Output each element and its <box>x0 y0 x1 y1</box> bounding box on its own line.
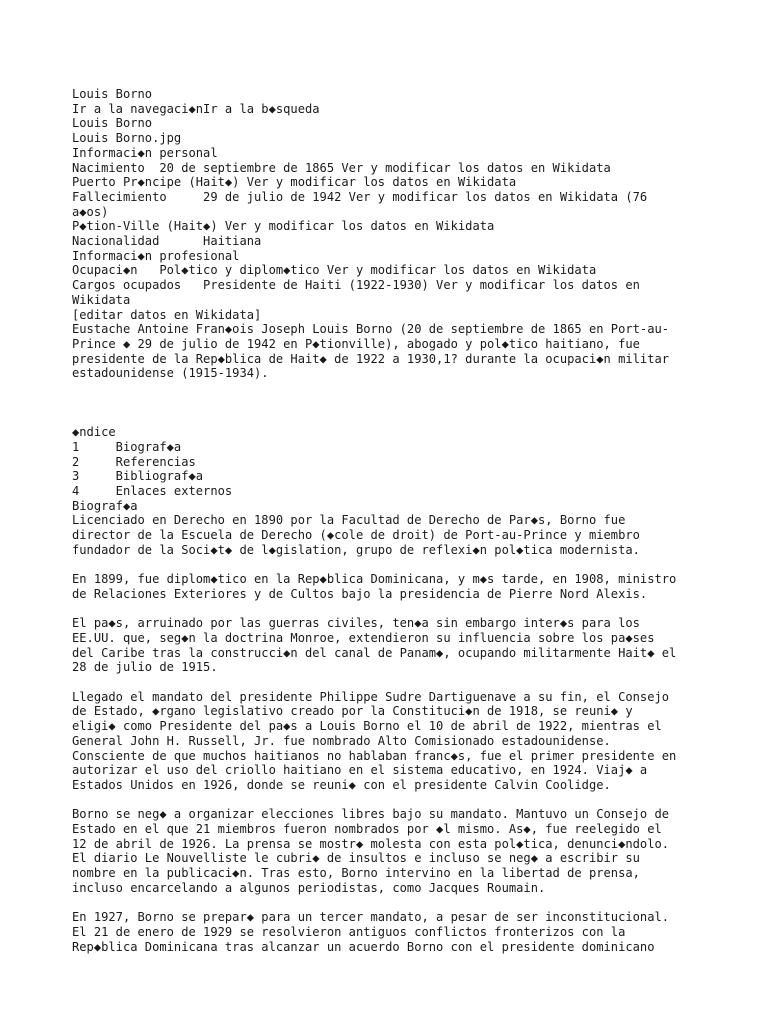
paragraph-line: del Caribe tras la construcci◆n del canal de Panam◆, ocupando militarmente Hait◆ el <box>72 645 677 660</box>
paragraph-line: El pa◆s, arruinado por las guerras civiles, ten◆a sin embargo inter◆s para los <box>72 616 640 631</box>
paragraph-line: Rep◆blica Dominicana tras alcanzar un acuerdo Borno con el presidente dominicano <box>72 939 655 954</box>
intro-line-4: estadounidense (1915-1934). <box>72 366 269 381</box>
table-of-contents <box>72 425 748 499</box>
infobox-death-age: a◆os) <box>72 204 109 219</box>
infobox-image-name: Louis Borno.jpg <box>72 131 182 146</box>
paragraph <box>72 513 748 557</box>
toc-item: 3 Bibliograf◆a <box>72 469 204 484</box>
paragraph-line: de Relaciones Exteriores y de Cultos bajo la presidencia de Pierre Nord Alexis. <box>72 586 648 601</box>
paragraph <box>72 690 748 793</box>
paragraph-line: Licenciado en Derecho en 1890 por la Facultad de Derecho de Par◆s, Borno fue <box>72 513 626 528</box>
section-heading: Biograf◆a <box>72 498 138 513</box>
paragraph-line: incluso encarcelando a algunos periodistas, como Jacques Roumain. <box>72 880 546 895</box>
paragraph-line: En 1927, Borno se prepar◆ para un tercer mandato, a pesar de ser inconstitucional. <box>72 910 670 925</box>
paragraph-line: General John H. Russell, Jr. fue nombrado Alto Comisionado estadounidense. <box>72 733 611 748</box>
article-title: Louis Borno <box>72 87 153 101</box>
paragraph-line: de Estado, ◆rgano legislativo creado por la Constituci◆n de 1918, se reuni◆ y <box>72 704 633 719</box>
intro-line-3: presidente de la Rep◆blica de Hait◆ de 1922 a 1930,1? durante la ocupaci◆n militar <box>72 351 670 366</box>
toc-item: 1 Biograf◆a <box>72 439 182 454</box>
infobox-heading-personal: Informaci◆n personal <box>72 145 218 160</box>
infobox-nationality: Nacionalidad Haitiana <box>72 234 262 249</box>
intro-line-2: Prince ◆ 29 de julio de 1942 en P◆tionville), abogado y pol◆tico haitiano, fue <box>72 336 640 351</box>
paragraph-line: Estado en el que 21 miembros fueron nombrados por ◆l mismo. As◆, fue reelegido el <box>72 822 662 837</box>
paragraph-line: fundador de la Soci◆t◆ de l◆gislation, grupo de reflexi◆n pol◆tica modernista. <box>72 542 640 557</box>
infobox-section <box>72 87 748 381</box>
toc-item: 4 Enlaces externos <box>72 483 233 498</box>
intro-line-1: Eustache Antoine Fran◆ois Joseph Louis Borno (20 de septiembre de 1865 en Port-au- <box>72 322 670 337</box>
paragraph <box>72 910 748 954</box>
paragraph-line: EE.UU. que, seg◆n la doctrina Monroe, extendieron su influencia sobre los pa◆ses <box>72 630 655 645</box>
edit-wikidata-link: [editar datos en Wikidata] <box>72 307 262 322</box>
infobox-occupation: Ocupaci◆n Pol◆tico y diplom◆tico Ver y modificar los datos en Wikidata <box>72 263 597 278</box>
infobox-heading-professional: Informaci◆n profesional <box>72 248 240 263</box>
paragraph <box>72 572 748 601</box>
infobox-offices-cont: Wikidata <box>72 292 131 307</box>
infobox-deathplace: P◆tion-Ville (Hait◆) Ver y modificar los datos en Wikidata <box>72 219 495 234</box>
paragraph-line: nombre en la publicaci◆n. Tras esto, Borno intervino en la libertad de prensa, <box>72 866 640 881</box>
infobox-death: Fallecimiento 29 de julio de 1942 Ver y modificar los datos en Wikidata (76 <box>72 189 648 204</box>
infobox-title: Louis Borno <box>72 116 153 131</box>
paragraph-line: Borno se neg◆ a organizar elecciones libres bajo su mandato. Mantuvo un Consejo de <box>72 807 670 822</box>
paragraph <box>72 807 748 895</box>
infobox-offices: Cargos ocupados Presidente de Haiti (1922-1930) Ver y modificar los datos en <box>72 278 640 293</box>
skip-links: Ir a la navegaci◆nIr a la b◆squeda <box>72 101 320 116</box>
paragraph-line: El 21 de enero de 1929 se resolvieron antiguos conflictos fronterizos con la <box>72 924 626 939</box>
infobox-birthplace: Puerto Pr◆ncipe (Hait◆) Ver y modificar los datos en Wikidata <box>72 175 517 190</box>
toc-title: ◆ndice <box>72 425 116 440</box>
paragraph-line: 12 de abril de 1926. La prensa se mostr◆ molesta con esta pol◆tica, denunci◆ndolo. <box>72 836 670 851</box>
paragraph-line: Llegado el mandato del presidente Philippe Sudre Dartiguenave a su fin, el Consejo <box>72 689 670 704</box>
paragraph-line: Estados Unidos en 1926, donde se reuni◆ con el presidente Calvin Coolidge. <box>72 777 611 792</box>
paragraph-line: eligi◆ como Presidente del pa◆s a Louis Borno el 10 de abril de 1922, mientras el <box>72 719 662 734</box>
paragraph <box>72 616 748 675</box>
paragraph-line: En 1899, fue diplom◆tico en la Rep◆blica Dominicana, y m◆s tarde, en 1908, ministro <box>72 572 677 587</box>
paragraph-line: El diario Le Nouvelliste le cubri◆ de insultos e incluso se neg◆ a escribir su <box>72 851 640 866</box>
toc-item: 2 Referencias <box>72 454 196 469</box>
infobox-birth: Nacimiento 20 de septiembre de 1865 Ver y modificar los datos en Wikidata <box>72 160 611 175</box>
paragraph-line: director de la Escuela de Derecho (◆cole de droit) de Port-au-Prince y miembro <box>72 528 640 543</box>
paragraph-line: 28 de julio de 1915. <box>72 660 218 675</box>
paragraph-line: autorizar el uso del criollo haitiano en el sistema educativo, en 1924. Viaj◆ a <box>72 763 648 778</box>
paragraph-line: Consciente de que muchos haitianos no hablaban franc◆s, fue el primer presidente en <box>72 748 677 763</box>
